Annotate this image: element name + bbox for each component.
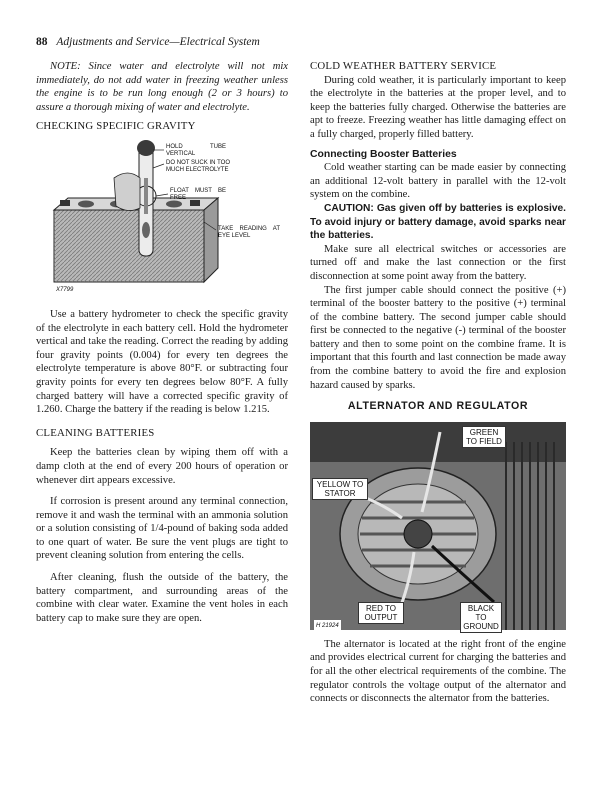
red-to-output-label: RED TO OUTPUT [358,602,404,624]
gravity-heading: CHECKING SPECIFIC GRAVITY [36,120,196,133]
water-note: NOTE: Since water and electrolyte will not mix immediately, do not add water in freezing weather unless the engine is to be run long enough (2 or 3 hours) to assure a thorough mixing of water and electrolyte. [36,61,288,113]
alternator-figure [310,422,566,630]
black-to-ground-label: BLACK TO GROUND [460,602,502,633]
alternator-photo [310,422,566,630]
figure-code: X7799 [56,286,74,293]
do-not-suck-label: DO NOT SUCK IN TOO MUCH ELECTROLYTE [166,159,230,173]
cold-weather-paragraph: During cold weather, it is particularly important to keep the electrolyte in the batteries at the proper level, and to keep the batteries fully charged. Otherwise the batteries are apt to freeze. Freezing weather has little damaging effect on a fully charged, properly filled battery. [310,74,566,140]
gravity-paragraph: Use a battery hydrometer to check the specific gravity of the electrolyte in each battery cell. Hold the hydrometer vertical and take the reading. Correct the reading by adding four gravity points (0.004) for every ten degrees the electrolyte temperature is above 80°F. or subtracting four gravity points for every ten degrees below 80°F. A fully charged battery will have a corrected specific gravity of 1.260. Charge the battery if the reading is below 1.215. [36,308,288,416]
hydrometer-figure [36,138,288,298]
yellow-to-stator-label: YELLOW TO STATOR [312,478,368,500]
page-header [36,36,260,48]
alternator-paragraph: The alternator is located at the right front of the engine and provides electrical current for charging the batteries and for all the other electrical requirements of the combine. The regulator controls the voltage output of the alternator and connects or disconnects the alternator from the batteries. [310,638,566,705]
cold-weather-heading: COLD WEATHER BATTERY SERVICE [310,60,497,72]
cleaning-paragraph-2: If corrosion is present around any terminal connection, remove it and wash the terminal with an ammonia solution or a solution consisting of 1/4-pound of baking soda added to one quart of water. Be sure the vent plugs are tight to prevent cleaning solution from entering the cells. [36,496,288,562]
float-label: FLOAT MUST BE FREE [170,187,226,201]
booster-paragraph-2: Make sure all electrical switches or accessories are turned off and make the last connection or the first disconnection at some point away from the battery. [310,243,566,282]
booster-heading: Connecting Booster Batteries [310,148,457,160]
page-number: 88 [36,36,48,48]
cleaning-heading: CLEANING BATTERIES [36,426,155,439]
booster-paragraph-3: The first jumper cable should connect the positive (+) terminal of the booster battery to the positive (+) terminal of the combine battery. The second jumper cable should first be connected to the negative (-) terminal of the booster battery and then to some point on the combine frame. It is important that this fourth and last connection be made away from the combine battery to avoid the fire and explosion hazard caused by sparks. [310,284,566,391]
alternator-figure-code: H 21924 [314,620,341,634]
left-column [36,60,288,625]
cleaning-paragraph-3: After cleaning, flush the outside of the battery, the battery compartment, and surrounding areas of the combine with clear water. Examine the vent holes in each battery cap to make sure they are open. [36,572,288,624]
caution-text: CAUTION: Gas given off by batteries is explosive. To avoid injury or battery damage, avoid sparks near the batteries. [310,202,566,242]
alternator-heading: ALTERNATOR AND REGULATOR [347,400,529,413]
hold-tube-label: HOLD TUBE VERTICAL [166,143,226,157]
hydrometer-illustration [36,138,288,298]
cleaning-paragraph-1: Keep the batteries clean by wiping them off with a damp cloth at the end of every 200 hours of operation or whenever dirt appears excessive. [36,447,288,486]
take-reading-label: TAKE READING AT EYE LEVEL [218,225,280,239]
green-to-field-label: GREEN TO FIELD [462,426,506,448]
right-column [310,60,566,706]
section-title: Adjustments and Service—Electrical System [56,36,260,48]
booster-paragraph-1: Cold weather starting can be made easier by connecting an additional 12-volt battery in parallel with the 12-volt system on the combine. [310,162,566,201]
